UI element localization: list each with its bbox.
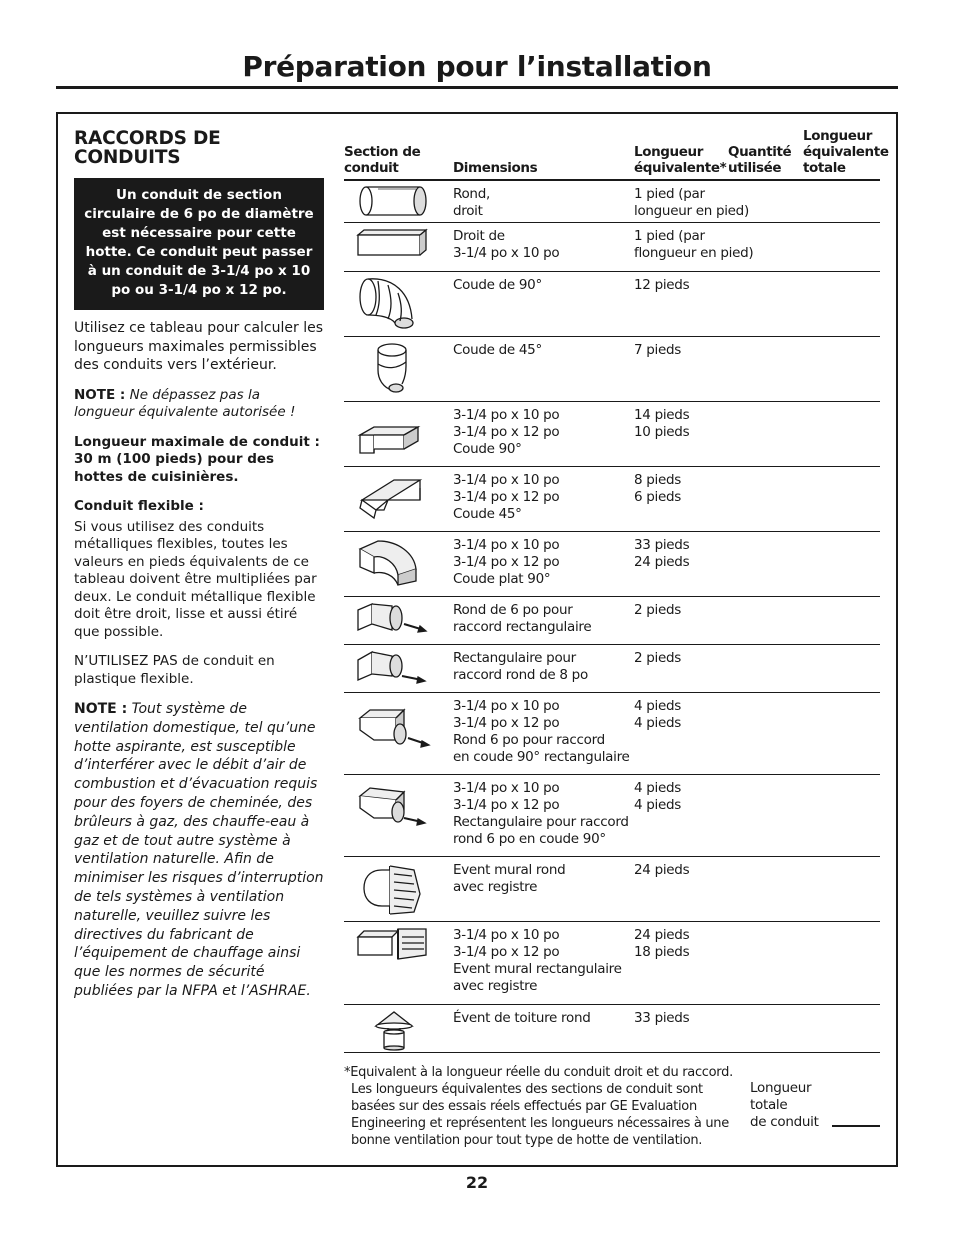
rect-elbow-90-icon [354,405,453,461]
table-row [344,596,880,644]
header-equivalent-length: Longueur équivalente* [634,144,727,176]
note-2-label: NOTE : [74,701,128,717]
table-row [344,222,880,271]
row-equivalent: 4 pieds 4 pieds [634,697,682,731]
round-to-rect-transition-icon [354,600,453,636]
table-row [344,466,880,531]
header-dimensions: Dimensions [453,160,538,176]
row-equivalent: 24 pieds [634,861,690,878]
row-dimensions: Rectangulaire pour raccord rond de 8 po [453,649,588,683]
row-equivalent: 14 pieds 10 pieds [634,406,690,440]
flex-heading-label: Conduit flexible : [74,498,204,514]
rect-to-round-elbow-transition-icon [354,778,453,834]
note-1-label: NOTE : [74,386,126,403]
section-heading: RACCORDS DE CONDUITS [74,128,221,168]
header-quantity: Quantité utilisée [728,144,792,176]
round-elbow-45-icon [354,340,453,396]
content-frame [56,112,898,1167]
row-dimensions: 3-1/4 po x 10 po 3-1/4 po x 12 po Rectangulaire pour raccord rond 6 po en coude 90° [453,779,629,847]
intro-text: Utilisez ce tableau pour calculer les longueurs maximales permissibles des conduits vers l’extérieur. [74,320,324,373]
row-dimensions: 3-1/4 po x 10 po 3-1/4 po x 12 po Coude plat 90° [453,536,560,587]
row-equivalent: 33 pieds 24 pieds [634,536,690,570]
rect-elbow-45-icon [354,470,453,526]
round-elbow-90-icon [354,275,453,331]
row-equivalent: 7 pieds [634,341,682,358]
note-2 [74,700,324,1001]
no-plastic-text: N’UTILISEZ PAS de conduit en plastique flexible. [74,653,275,687]
row-equivalent: 2 pieds [634,649,682,666]
row-equivalent: 2 pieds [634,601,682,618]
table-row [344,336,880,401]
table-header-row [344,128,880,180]
table-row [344,180,880,222]
row-equivalent: 12 pieds [634,276,690,293]
table-row [344,1004,880,1052]
duct-table [344,128,889,1053]
table-row [344,401,880,466]
row-equivalent: 24 pieds 18 pieds [634,926,690,960]
row-equivalent: 33 pieds [634,1009,690,1026]
round-straight-duct-icon [354,184,453,218]
row-dimensions: Rond, droit [453,186,490,219]
row-dimensions: 3-1/4 po x 10 po 3-1/4 po x 12 po Event mural rectangulaire avec registre [453,926,622,994]
row-dimensions: Coude de 45° [453,341,542,358]
round-to-rect-elbow-transition-icon [354,696,453,752]
header-section: Section de conduit [344,144,421,176]
footnote: *Equivalent à la longueur réelle du conduit droit et du raccord. Les longueurs équivalentes des sections de conduit sont basées sur des essais réels effectués par GE Evaluation Engineering et représentent les longueurs nécessaires à une bonne ventilation pour tout type de hotte de ventilation. [344,1065,733,1148]
row-dimensions: 3-1/4 po x 10 po 3-1/4 po x 12 po Rond 6 po pour raccord en coude 90° rectangulaire [453,697,630,765]
row-equivalent: 1 pied (par flongueur en pied) [634,227,754,261]
row-equivalent: 1 pied (par longueur en pied) [634,186,749,219]
note-2-text: Tout système de ventilation domestique, tel qu’une hotte aspirante, est susceptible d’interférer avec le débit d’air de combustion et d’évacuation requis pour des foyers de cheminée, des brûleurs à gaz, des chauffe-eau à gaz et de tout autre système à ventilation naturelle. Afin de minimiser les risques d’interruption de tels systèmes à ventilation naturelle, veuillez suivre les directives du fabricant de l’équipement de chauffage ainsi que les normes de sécurité publiées par la NFPA et l’ASHRAE. [74,701,324,999]
page-title: Préparation pour l’installation [242,50,712,83]
round-wall-cap-icon [354,860,453,916]
max-length-text: Longueur maximale de conduit : 30 m (100 pieds) pour des hottes de cuisinières. [74,433,320,485]
table-row [344,531,880,596]
table-row [344,271,880,336]
row-dimensions: Droit de 3-1/4 po x 10 po [453,227,560,261]
row-dimensions: Coude de 90° [453,276,542,293]
header-total-length: Longueur équivalente totale [803,128,889,176]
table-row [344,921,880,1004]
row-dimensions: Event mural rond avec registre [453,861,566,895]
row-equivalent: 8 pieds 6 pieds [634,471,682,505]
row-equivalent: 4 pieds 4 pieds [634,779,682,813]
row-dimensions: 3-1/4 po x 10 po 3-1/4 po x 12 po Coude 90° [453,406,560,457]
page-number: 22 [465,1173,489,1192]
note-1 [74,387,324,422]
rectangular-straight-duct-icon [354,226,453,260]
table-row [344,692,880,774]
title-rule [56,86,898,89]
rect-to-round-transition-icon [354,648,453,684]
table-row [344,856,880,921]
table-row [344,644,880,692]
row-dimensions: 3-1/4 po x 10 po 3-1/4 po x 12 po Coude 45° [453,471,560,522]
roof-cap-icon [354,1008,453,1052]
flex-heading [74,498,324,516]
callout-box: Un conduit de section circulaire de 6 po de diamètre est nécessaire pour cette hotte. Ce conduit peut passer à un conduit de 3-1/4 po x 10 po ou 3-1/4 po x 12 po. [74,178,324,310]
rect-wall-cap-icon [354,925,453,965]
note-1-text: Ne dépassez pas la longueur équivalente autorisée ! [74,386,296,420]
total-length-blank [832,1125,880,1127]
flat-elbow-90-icon [354,535,453,591]
left-column [74,130,324,1013]
row-dimensions: Évent de toiture rond [453,1009,591,1026]
table-row [344,774,880,856]
row-dimensions: Rond de 6 po pour raccord rectangulaire [453,601,592,635]
flex-text: Si vous utilisez des conduits métalliques flexibles, toutes les valeurs en pieds équivalents de ce tableau doivent être multipliées par deux. Le conduit métallique flexible doit être droit, lisse et aussi étiré que possible. [74,518,317,640]
total-length-label: Longueur totale de conduit [750,1080,819,1130]
duct-table-wrap [344,128,889,1053]
